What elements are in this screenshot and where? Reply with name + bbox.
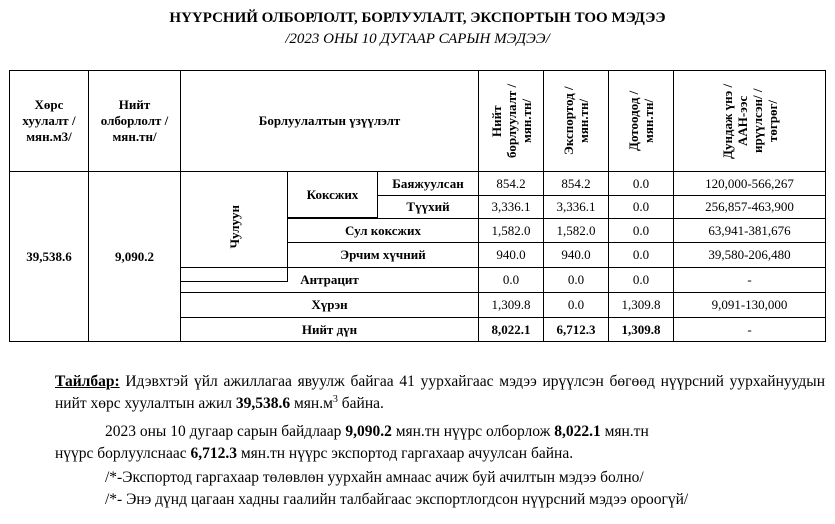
coking-label: Коксжих (287, 171, 378, 218)
note-label: Тайлбар: (55, 373, 120, 390)
row-total: 854.2 (478, 171, 544, 196)
row-price: - (673, 267, 826, 293)
production-value: 9,090.2 (88, 171, 181, 342)
row-export: 0.0 (543, 292, 609, 318)
row-export: 0.0 (543, 267, 609, 293)
row-export: 940.0 (543, 242, 609, 268)
note-paragraph-2-line-2: нүүрс борлуулснаас 6,712.3 мян.тн нүүрс экспортод гаргахаар ачуулсан байна. (55, 445, 574, 462)
header-avg-price: Дундаж үнэ /ААН-ээс ирүүлсэн/ /төгрөг/ (673, 70, 826, 172)
row-export: 854.2 (543, 171, 609, 196)
row-price: 9,091-130,000 (673, 292, 826, 318)
row-total: 940.0 (478, 242, 544, 268)
row-price: 120,000-566,267 (673, 171, 826, 196)
note-footnote-1: /*-Экспортод гаргахаар төлөвлөн уурхайн амнаас ачиж буй ачилтын мэдээ болно/ (105, 469, 644, 486)
row-domestic: 0.0 (608, 195, 674, 219)
note-paragraph-1: Тайлбар: Идэвхтэй үйл ажиллагаа явуулж байгаа 41 уурхайгаас мэдээ ирүүлсэн бөгөөд нүүрсний уурхайнуудын нийт хөрс хуулалтын ажил 39,538.6 $мян.м^3$ байна. (55, 373, 825, 412)
row-domestic: 0.0 (608, 218, 674, 243)
note-paragraph-2-line-1: 2023 оны 10 дугаар сарын байдлаар 9,090.2 мян.тн нүүрс олборлож 8,022.1 мян.тн (105, 423, 649, 440)
row-label: Сул коксжих (287, 218, 479, 243)
row-price: 256,857-463,900 (673, 195, 826, 219)
row-price: 39,580-206,480 (673, 242, 826, 268)
row-domestic: 0.0 (608, 171, 674, 196)
header-production: Нийт олборлолт /мян.тн/ (88, 70, 181, 172)
row-price: 63,941-381,676 (673, 218, 826, 243)
header-domestic: Дотоодод /мян.тн/ (608, 70, 674, 172)
row-label: Эрчим хүчний (287, 242, 479, 268)
header-export: Экспортод /мян.тн/ (543, 70, 609, 172)
row-total: 1,309.8 (478, 292, 544, 318)
row-domestic: 0.0 (608, 267, 674, 293)
header-reserve: Хөрс хуулалт /мян.м3/ (9, 70, 89, 172)
reserve-value: 39,538.6 (9, 171, 89, 342)
row-total: 8,022.1 (478, 317, 544, 342)
row-domestic: 1,309.8 (608, 292, 674, 318)
row-label: Хүрэн (180, 292, 479, 318)
row-export: 6,712.3 (543, 317, 609, 342)
row-total: 0.0 (478, 267, 544, 293)
group-hard-coal: Чулуун (180, 171, 288, 282)
header-sales-indicator: Борлуулалтын үзүүлэлт (180, 70, 479, 172)
note-footnote-2: /*- Энэ дүнд цагаан хадны гаалийн талбайгаас экспортлогдсон нүүрсний мэдээ ороогүй/ (105, 491, 689, 508)
row-total: 3,336.1 (478, 195, 544, 219)
row-total: 1,582.0 (478, 218, 544, 243)
row-export: 1,582.0 (543, 218, 609, 243)
row-label-total: Нийт дүн (180, 317, 479, 342)
page-subtitle: /2023 ОНЫ 10 ДУГААР САРЫН МЭДЭЭ/ (285, 31, 550, 47)
row-label: Түүхий (377, 195, 479, 219)
row-export: 3,336.1 (543, 195, 609, 219)
row-price: - (673, 317, 826, 342)
coal-data-table (9, 70, 826, 342)
row-label: Баяжуулсан (377, 171, 479, 196)
row-label: Антрацит (180, 267, 479, 293)
row-domestic: 0.0 (608, 242, 674, 268)
page-title: НҮҮРСНИЙ ОЛБОРЛОЛТ, БОРЛУУЛАЛТ, ЭКСПОРТЫН ТОО МЭДЭЭ (169, 10, 666, 26)
row-domestic: 1,309.8 (608, 317, 674, 342)
header-total-sales: Нийт борлуулалт /мян.тн/ (478, 70, 544, 172)
